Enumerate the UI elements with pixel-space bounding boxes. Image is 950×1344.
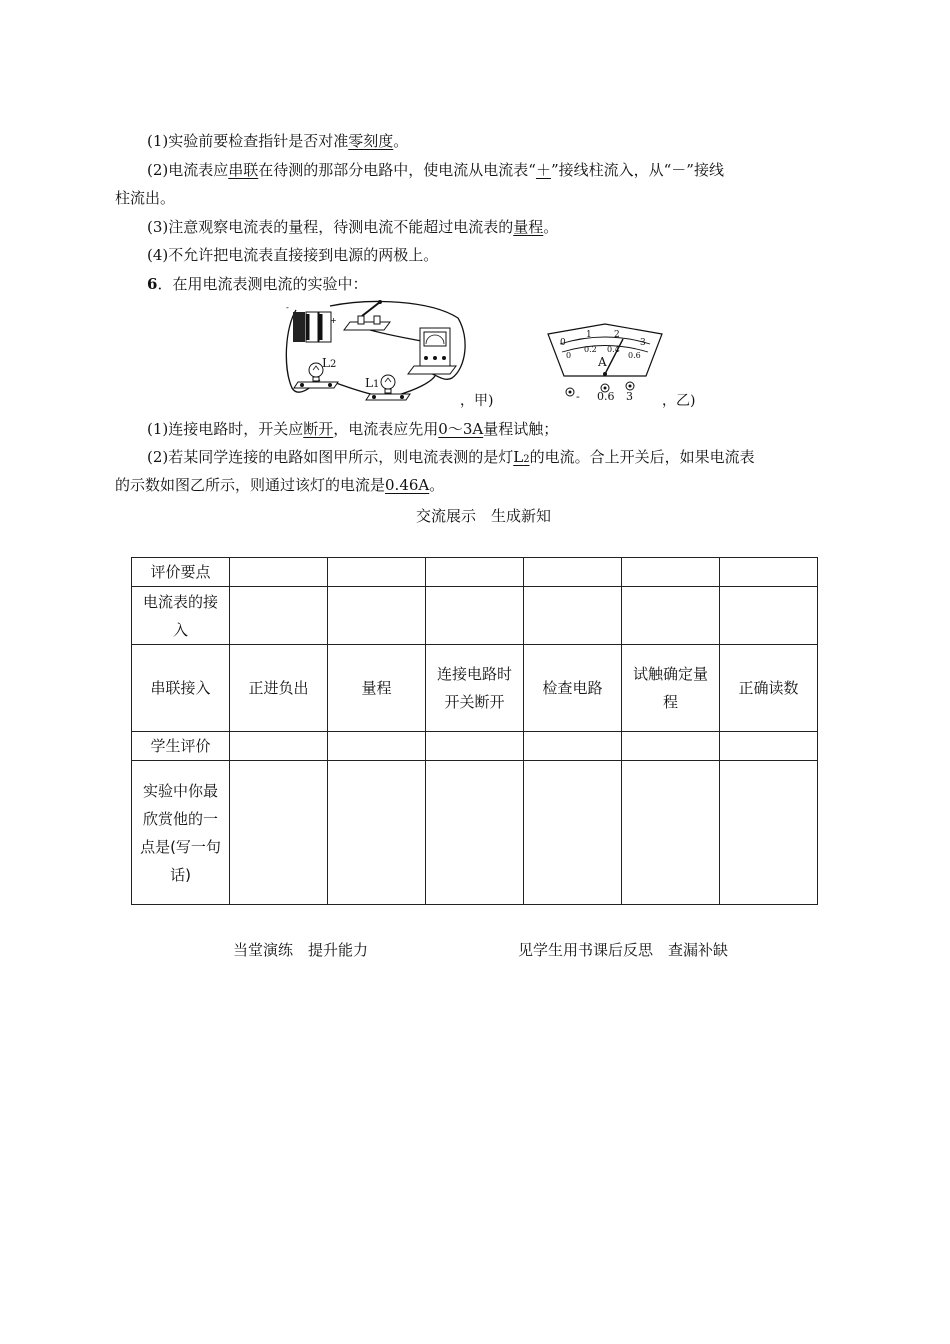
table-cell — [328, 732, 426, 761]
p3-prefix: (3)注意观察电流表的量程，待测电流不能超过电流表的 — [147, 218, 514, 236]
text-line-4: (4)不允许把电流表直接接到电源的两极上。 — [147, 246, 439, 264]
p2-prefix: (2)电流表应 — [147, 161, 229, 179]
q6b-line2-prefix: 的示数如图乙所示，则通过该灯的电流是 — [115, 476, 386, 494]
answer-blank — [513, 448, 529, 466]
table-cell: 评价要点 — [132, 558, 230, 587]
table-cell: 实验中你最欣赏他的一点是(写一句话) — [132, 761, 230, 905]
footer-left-heading: 当堂演练 提升能力 — [233, 941, 369, 959]
dial-tick-top: 3 — [640, 338, 646, 348]
switch-icon — [344, 300, 390, 330]
q6a-mid: ，电流表应先用 — [333, 420, 439, 438]
table-cell — [622, 558, 720, 587]
dial-tick-top: 2 — [614, 330, 620, 340]
table-cell — [426, 558, 524, 587]
table-cell: 检查电路 — [524, 645, 622, 732]
terminal-label: - — [576, 390, 580, 403]
answer-blank: 量程 — [513, 218, 544, 236]
dial-tick-top: 1 — [586, 330, 592, 340]
text-line-3 — [147, 216, 558, 238]
text-line-1 — [147, 130, 408, 152]
battery-icon — [286, 303, 337, 342]
table-cell — [426, 587, 524, 645]
table-row — [132, 645, 818, 732]
table-cell — [524, 732, 622, 761]
table-cell — [720, 732, 818, 761]
table-cell: 正进负出 — [230, 645, 328, 732]
table-cell — [524, 761, 622, 905]
lamp-label-2-sub: 2 — [329, 359, 337, 370]
p1-prefix: (1)实验前要检查指针是否对准 — [147, 132, 349, 150]
table-cell — [622, 587, 720, 645]
table-cell — [230, 558, 328, 587]
table-cell — [328, 558, 426, 587]
table-cell — [720, 761, 818, 905]
table-row — [132, 761, 818, 905]
answer-blank: 断开 — [303, 420, 334, 438]
p3-suffix: 。 — [543, 218, 559, 236]
p2-suffix: ”接线柱流入，从“－”接线 — [550, 161, 724, 179]
table-cell — [720, 558, 818, 587]
table-cell — [720, 587, 818, 645]
figure-label-jia: ，甲) — [460, 393, 494, 409]
text-line-2b: 柱流出。 — [115, 189, 176, 207]
section-title: 交流展示 生成新知 — [416, 507, 552, 525]
svg-text:-: - — [286, 303, 289, 312]
lamp-label-2-text: L — [322, 356, 330, 370]
p2-mid: 在待测的那部分电路中，使电流从电流表“ — [258, 161, 536, 179]
question-text: ．在用电流表测电流的实验中： — [157, 275, 368, 293]
q6b-suffix: 的电流。合上开关后，如果电流表 — [529, 448, 755, 466]
text-line-6b — [147, 446, 755, 471]
table-cell: 试触确定量程 — [622, 645, 720, 732]
answer-blank: 串联 — [228, 161, 259, 179]
terminal-label: 3 — [626, 390, 633, 403]
table-cell: 正确读数 — [720, 645, 818, 732]
dial-tick-bottom: 0.2 — [584, 345, 597, 354]
footer-right-heading: 见学生用书课后反思 查漏补缺 — [518, 941, 729, 959]
dial-tick-top: 0 — [560, 338, 566, 348]
p1-suffix: 。 — [393, 132, 409, 150]
q6a-suffix: 量程试触； — [483, 420, 559, 438]
table-cell — [524, 587, 622, 645]
table-cell — [230, 761, 328, 905]
table-cell — [622, 761, 720, 905]
answer-blank: ＋ — [535, 161, 551, 179]
question-6 — [147, 273, 367, 295]
table-cell: 量程 — [328, 645, 426, 732]
svg-text:+: + — [330, 316, 337, 325]
table-cell — [328, 587, 426, 645]
dial-tick-bottom: 0.4 — [607, 345, 620, 354]
table-row — [132, 558, 818, 587]
table-cell — [524, 558, 622, 587]
answer-blank: 0.46A — [385, 476, 430, 494]
table-cell: 电流表的接入 — [132, 587, 230, 645]
evaluation-table — [131, 557, 818, 905]
circuit-diagram — [280, 298, 470, 410]
answer-blank: 零刻度 — [348, 132, 394, 150]
table-cell: 串联接入 — [132, 645, 230, 732]
table-cell — [328, 761, 426, 905]
text-line-6a — [147, 418, 558, 440]
table-cell: 连接电路时开关断开 — [426, 645, 524, 732]
table-row — [132, 732, 818, 761]
ammeter-icon — [408, 328, 456, 374]
text-line-6b-2 — [115, 474, 444, 496]
question-number: 6 — [147, 275, 158, 293]
table-cell — [426, 761, 524, 905]
table-cell — [230, 732, 328, 761]
table-row — [132, 587, 818, 645]
table-cell — [622, 732, 720, 761]
q6a-prefix: (1)连接电路时，开关应 — [147, 420, 304, 438]
lamp-label-1-text: L — [365, 376, 373, 390]
answer-blank: 0～3A — [438, 420, 484, 438]
answer-lamp: L — [513, 448, 524, 466]
figure-label-yi: ，乙) — [662, 393, 696, 409]
dial-tick-bottom: 0.6 — [628, 351, 641, 360]
answer-lamp-sub: 2 — [523, 454, 530, 465]
q6b-prefix: (2)若某同学连接的电路如图甲所示，则电流表测的是灯 — [147, 448, 514, 466]
dial-unit: A — [598, 355, 607, 369]
dial-tick-bottom: 0 — [566, 351, 572, 360]
lamp-label-1 — [365, 376, 379, 390]
text-line-2 — [147, 159, 724, 181]
table-cell: 学生评价 — [132, 732, 230, 761]
q6b-line2-suffix: 。 — [429, 476, 445, 494]
lamp-label-1-sub: 1 — [372, 379, 380, 390]
terminal-label: 0.6 — [597, 390, 615, 403]
table-cell — [230, 587, 328, 645]
lamp-label-2 — [322, 356, 336, 370]
table-cell — [426, 732, 524, 761]
